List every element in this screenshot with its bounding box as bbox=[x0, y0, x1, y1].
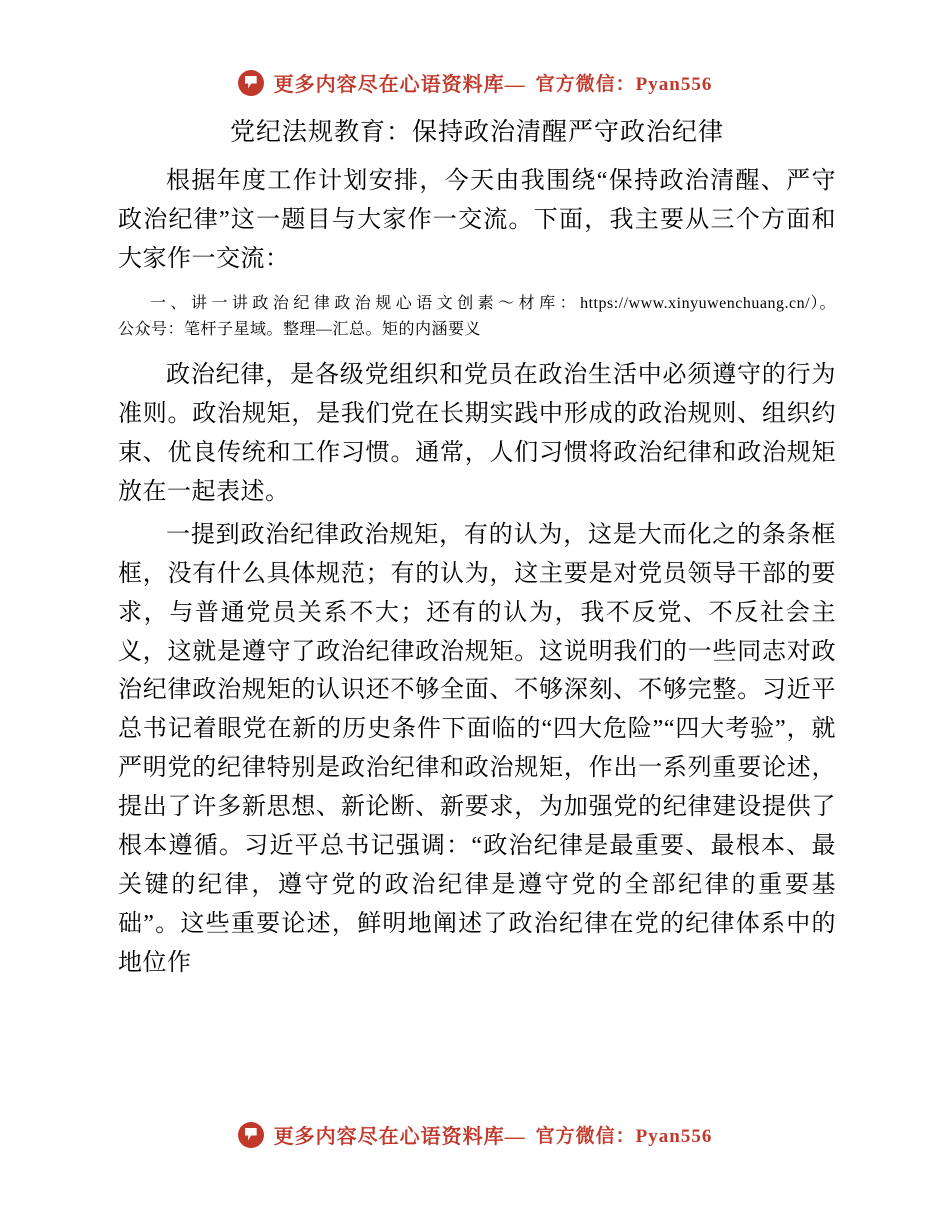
watermark-banner-top bbox=[0, 68, 950, 97]
bookmark-logo-icon bbox=[238, 1122, 264, 1148]
paragraph-discussion: 一提到政治纪律政治规矩，有的认为，这是大而化之的条条框框，没有什么具体规范；有的认为，这主要是对党员领导干部的要求，与普通党员关系不大；还有的认为，我不反党、不反社会主义，这就是遵守了政治纪律政治规矩。这说明我们的一些同志对政治纪律政治规矩的认识还不够全面、不够深刻、不够完整。习近平总书记着眼党在新的历史条件下面临的“四大危险”“四大考验”，就严明党的纪律特别是政治纪律和政治规矩，作出一系列重要论述，提出了许多新思想、新论断、新要求，为加强党的纪律建设提供了根本遵循。习近平总书记强调：“政治纪律是最重要、最根本、最关键的纪律，遵守党的政治纪律是遵守党的全部纪律的重要基础”。这些重要论述，鲜明地阐述了政治纪律在党的纪律体系中的地位作 bbox=[118, 521, 836, 976]
paragraph-definition: 政治纪律，是各级党组织和党员在政治生活中必须遵守的行为准则。政治规矩，是我们党在长期实践中形成的政治规则、组织约束、优良传统和工作习惯。通常，人们习惯将政治纪律和政治规矩放在一起表述。 bbox=[118, 362, 836, 506]
watermark-wechat-text: 官方微信：Pyan556 bbox=[535, 74, 713, 95]
page-title: 党纪法规教育：保持政治清醒严守政治纪律 bbox=[229, 119, 724, 146]
section-heading-tail: ）。公众号：笔杆子星域。整理—汇总。矩的内涵要义 bbox=[118, 294, 836, 338]
paragraph-intro: 根据年度工作计划安排，今天由我围绕“保持政治清醒、严守政治纪律”这一题目与大家作一交流。下面，我主要从三个方面和大家作一交流： bbox=[118, 168, 836, 272]
watermark-wechat-text: 官方微信：Pyan556 bbox=[535, 1126, 713, 1147]
watermark-main-text: 更多内容尽在心语资料库— bbox=[273, 74, 526, 96]
bookmark-logo-icon bbox=[238, 70, 264, 96]
section-heading-link[interactable]: https://www.xinyuwenchuang.cn/ bbox=[580, 294, 811, 312]
section-heading-text: 一、讲一讲政治纪律政治规心语文创素～材库： bbox=[150, 294, 581, 312]
section-heading-one bbox=[118, 291, 836, 343]
watermark-main-text: 更多内容尽在心语资料库— bbox=[273, 1126, 526, 1148]
watermark-banner-bottom bbox=[0, 1120, 950, 1149]
document-body bbox=[118, 112, 836, 986]
